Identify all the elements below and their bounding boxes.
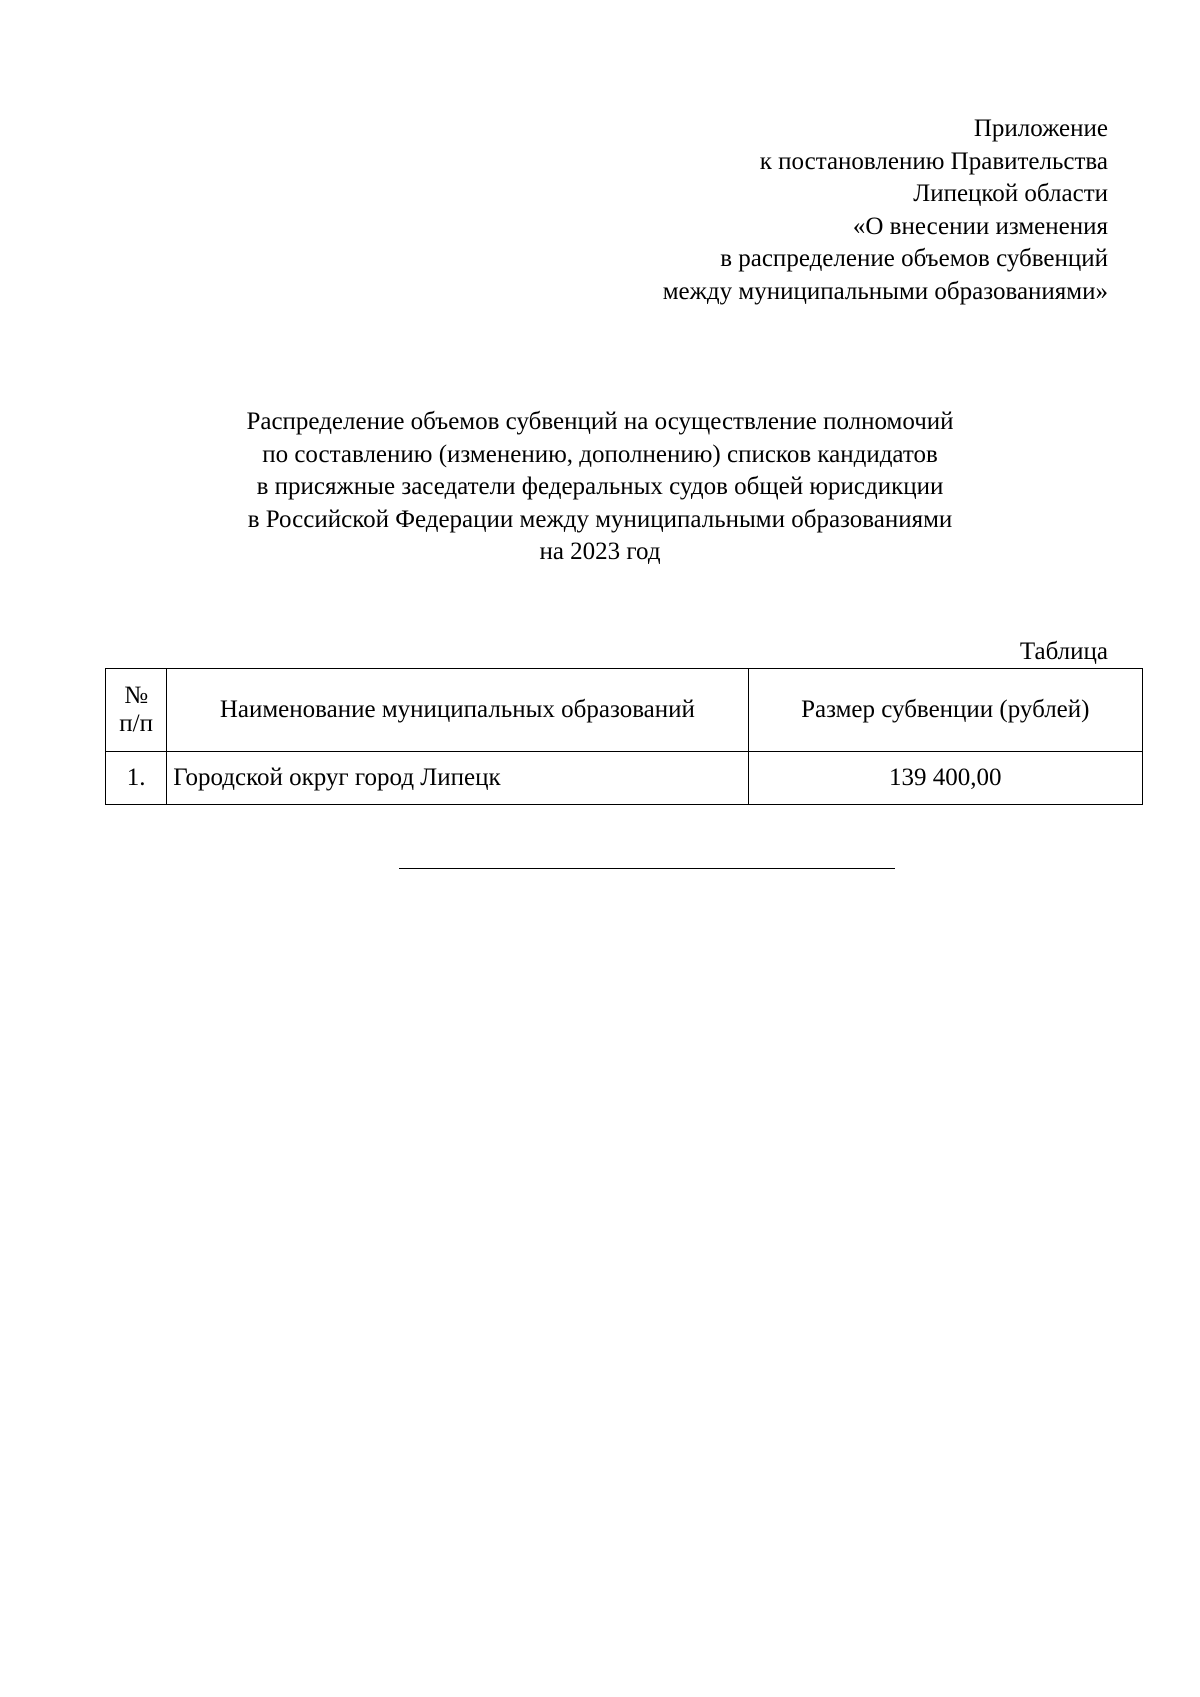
appendix-line: в распределение объемов субвенций <box>720 245 1108 272</box>
appendix-line: Приложение <box>973 115 1108 142</box>
header-number-pp: п/п <box>119 710 153 737</box>
header-subvention-amount: Размер субвенции (рублей) <box>748 669 1142 752</box>
header-number <box>106 669 167 752</box>
document-title <box>100 406 1100 569</box>
title-line: в присяжные заседатели федеральных судов общей юрисдикции <box>256 473 944 500</box>
table-header-row <box>106 669 1143 752</box>
end-divider-line <box>399 868 895 869</box>
title-line: по составлению (изменению, дополнению) списков кандидатов <box>262 440 938 468</box>
row-number: 1. <box>106 752 167 805</box>
header-municipality-name: Наименование муниципальных образований <box>167 669 748 752</box>
table-row <box>106 752 1143 805</box>
row-municipality-name: Городской округ город Липецк <box>167 752 748 805</box>
title-line: на 2023 год <box>539 538 661 565</box>
table-label: Таблица <box>1019 638 1108 665</box>
appendix-line: между муниципальными образованиями» <box>662 277 1108 305</box>
title-line: Распределение объемов субвенций на осуществление полномочий <box>246 408 954 435</box>
row-subvention-amount: 139 400,00 <box>748 752 1142 805</box>
appendix-line: к постановлению Правительства <box>759 147 1108 175</box>
appendix-line: Липецкой области <box>913 180 1108 207</box>
title-line: в Российской Федерации между муниципальными образованиями <box>247 505 953 533</box>
subvention-table <box>105 668 1143 805</box>
header-number-sign: № <box>124 682 149 709</box>
appendix-line: «О внесении изменения <box>852 212 1108 240</box>
appendix-header <box>408 113 1108 308</box>
